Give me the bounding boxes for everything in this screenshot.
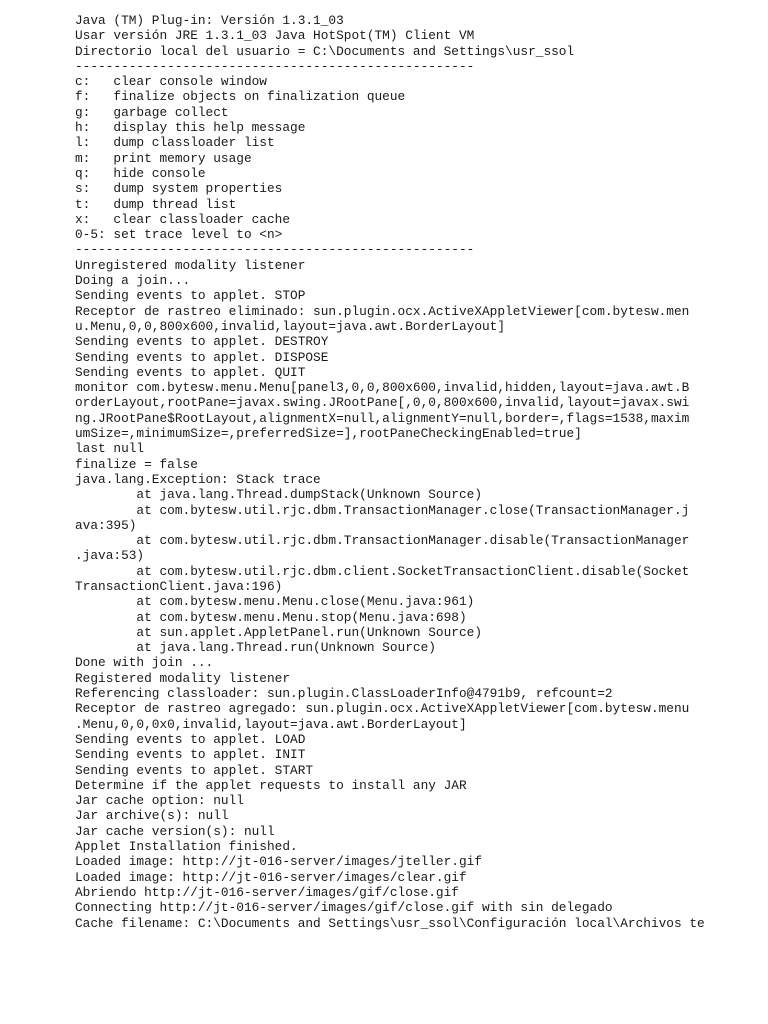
console-line: at com.bytesw.menu.Menu.close(Menu.java:961): [75, 594, 475, 610]
console-line: Sending events to applet. QUIT: [75, 364, 306, 380]
console-line: f: finalize objects on finalization queue: [75, 89, 406, 105]
console-line: Applet Installation finished.: [75, 839, 298, 855]
console-line: Unregistered modality listener: [75, 257, 306, 273]
console-line: Sending events to applet. STOP: [75, 288, 306, 304]
console-line: g: garbage collect: [75, 104, 229, 120]
console-line: x: clear classloader cache: [75, 211, 291, 227]
console-line: Registered modality listener: [75, 670, 291, 686]
console-line: s: dump system properties: [75, 181, 283, 197]
console-line: umSize=,minimumSize=,preferredSize=],rootPaneCheckingEnabled=true]: [75, 426, 582, 442]
console-line: Connecting http://jt-016-server/images/gif/close.gif with sin delegado: [75, 900, 613, 916]
console-line: t: dump thread list: [75, 196, 237, 212]
console-line: ng.JRootPane$RootLayout,alignmentX=null,alignmentY=null,border=,flags=1538,maxim: [75, 410, 690, 426]
console-line: monitor com.bytesw.menu.Menu[panel3,0,0,800x600,invalid,hidden,layout=java.awt.B: [75, 380, 690, 396]
console-line: at com.bytesw.util.rjc.dbm.TransactionManager.disable(TransactionManager: [75, 533, 690, 549]
console-line: finalize = false: [75, 456, 198, 472]
console-line: at sun.applet.AppletPanel.run(Unknown Source): [75, 624, 483, 640]
console-line: Doing a join...: [75, 273, 191, 289]
console-line: m: print memory usage: [75, 150, 252, 166]
console-line: Sending events to applet. DESTROY: [75, 334, 329, 350]
console-line: Directorio local del usuario = C:\Documents and Settings\usr_ssol: [75, 43, 575, 59]
console-line: Loaded image: http://jt-016-server/images/jteller.gif: [75, 854, 483, 870]
console-line: Java (TM) Plug-in: Versión 1.3.1_03: [75, 13, 344, 28]
console-line: Determine if the applet requests to install any JAR: [75, 777, 467, 793]
java-console-output[interactable]: [75, 13, 765, 931]
console-line: 0-5: set trace level to <n>: [75, 227, 283, 243]
console-line: TransactionClient.java:196): [75, 578, 283, 594]
console-line: Usar versión JRE 1.3.1_03 Java HotSpot(TM) Client VM: [75, 28, 475, 44]
console-line: at com.bytesw.util.rjc.dbm.client.SocketTransactionClient.disable(Socket: [75, 563, 690, 579]
console-line: Abriendo http://jt-016-server/images/gif/close.gif: [75, 884, 459, 900]
console-line: java.lang.Exception: Stack trace: [75, 471, 321, 487]
console-line: Sending events to applet. START: [75, 762, 314, 778]
console-line: Loaded image: http://jt-016-server/images/clear.gif: [75, 869, 467, 885]
console-line: last null: [75, 441, 145, 457]
console-line: Sending events to applet. DISPOSE: [75, 349, 329, 365]
console-line: .Menu,0,0,0x0,invalid,layout=java.awt.BorderLayout]: [75, 716, 467, 732]
console-line: l: dump classloader list: [75, 135, 275, 151]
console-line: orderLayout,rootPane=javax.swing.JRootPane[,0,0,800x600,invalid,layout=javax.swi: [75, 395, 690, 411]
console-line: at java.lang.Thread.run(Unknown Source): [75, 640, 436, 656]
console-line: ----------------------------------------------------: [75, 242, 475, 258]
console-line: Jar cache version(s): null: [75, 823, 275, 839]
console-line: Jar cache option: null: [75, 793, 244, 809]
console-line: at com.bytesw.menu.Menu.stop(Menu.java:698): [75, 609, 467, 625]
console-line: u.Menu,0,0,800x600,invalid,layout=java.awt.BorderLayout]: [75, 318, 506, 334]
console-line: at java.lang.Thread.dumpStack(Unknown Source): [75, 487, 483, 503]
console-line: c: clear console window: [75, 74, 267, 90]
console-line: Receptor de rastreo agregado: sun.plugin.ocx.ActiveXAppletViewer[com.bytesw.menu: [75, 701, 690, 717]
console-line: Referencing classloader: sun.plugin.ClassLoaderInfo@4791b9, refcount=2: [75, 686, 613, 702]
console-line: Sending events to applet. INIT: [75, 747, 306, 763]
console-line: .java:53): [75, 548, 145, 564]
console-line: Receptor de rastreo eliminado: sun.plugin.ocx.ActiveXAppletViewer[com.bytesw.men: [75, 303, 690, 319]
console-line: ava:395): [75, 517, 137, 533]
console-line: at com.bytesw.util.rjc.dbm.TransactionManager.close(TransactionManager.j: [75, 502, 690, 518]
console-line: Jar archive(s): null: [75, 808, 229, 824]
console-line: Done with join ...: [75, 655, 214, 671]
console-line: ----------------------------------------------------: [75, 58, 475, 74]
console-line: q: hide console: [75, 165, 206, 181]
console-line: h: display this help message: [75, 120, 306, 136]
console-line: Cache filename: C:\Documents and Settings\usr_ssol\Configuración local\Archivos te: [75, 915, 705, 931]
console-line: Sending events to applet. LOAD: [75, 731, 306, 747]
